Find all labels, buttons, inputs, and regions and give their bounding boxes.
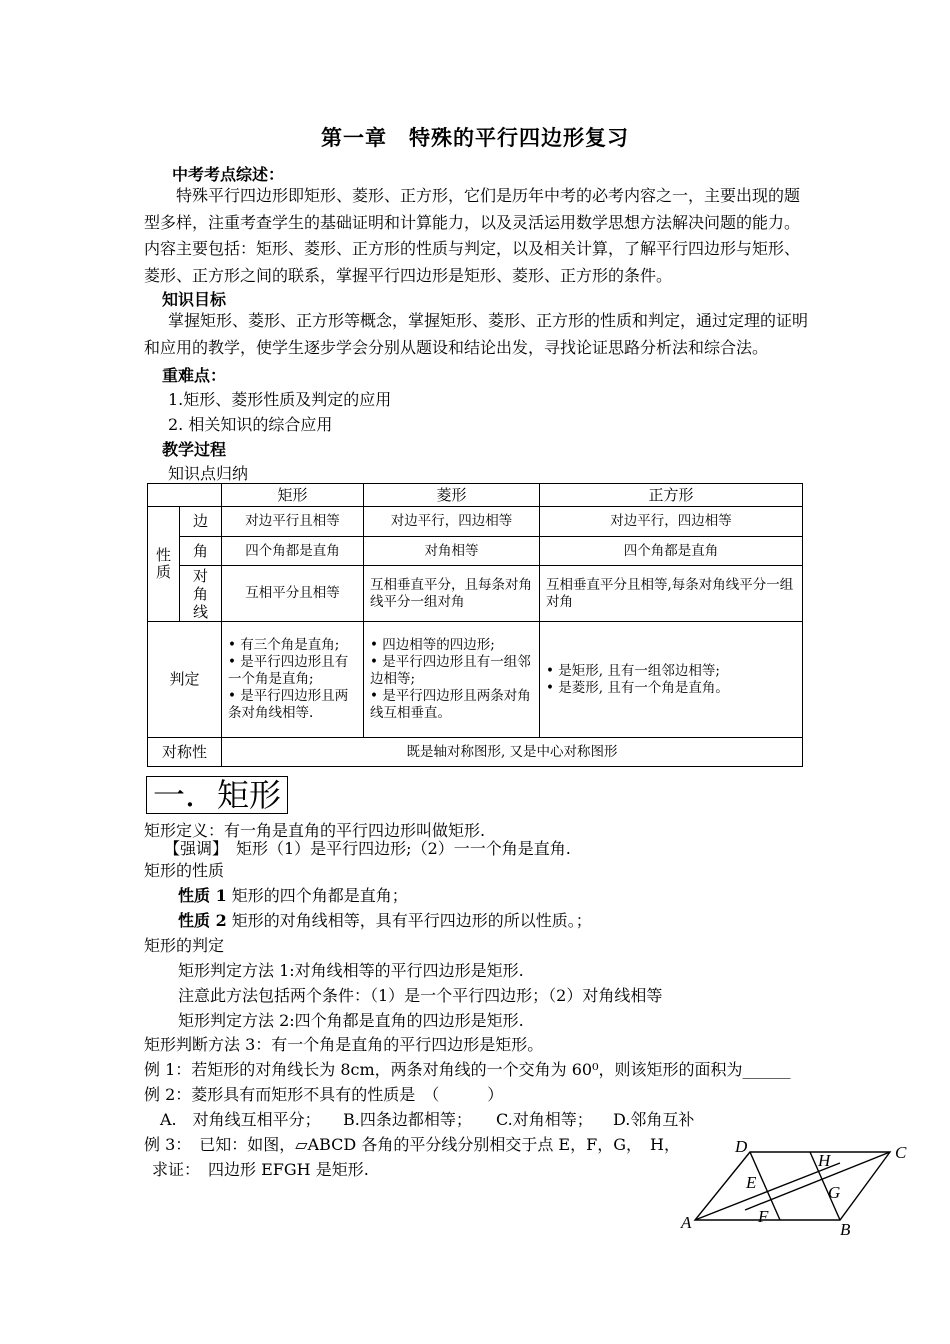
page-title: 第一章 特殊的平行四边形复习 — [321, 125, 629, 150]
process-heading: 教学过程 — [162, 440, 227, 459]
judge-rhombus — [364, 622, 540, 738]
parallelogram-abcd — [695, 1152, 890, 1220]
judge-heading: 矩形的判定 — [144, 936, 225, 955]
header-rhombus: 菱形 — [364, 484, 540, 507]
property-1-text: 矩形的四个角都是直角； — [226, 886, 408, 905]
example-3: 例 3： 已知：如图，▱ABCD 各角的平分线分别相交于点 E，F，G， H， — [144, 1135, 680, 1154]
row-label-diagonal: 对角线 — [180, 566, 222, 622]
parallelogram-figure — [680, 1132, 920, 1236]
label-d: D — [735, 1137, 748, 1156]
row-label-side: 边 — [180, 507, 222, 537]
overview-text: 特殊平行四边形即矩形、菱形、正方形，它们是历年中考的必考内容之一，主要出现的题型多样，注重考查学生的基础证明和计算能力，以及灵活运用数学思想方法解决问题的能力。内容主要包括：矩形、菱形、正方形的性质与判定，以及相关计算，了解平行四边形与矩形、菱形、正方形之间的联系，掌握平行四边形是矩形、菱形、正方形的条件。 — [144, 186, 801, 285]
judge-item: • 是平行四边形且有一组邻边相等; — [370, 654, 531, 687]
example-3-prove: 求证： 四边形 EFGH 是矩形. — [152, 1160, 369, 1179]
judge-square — [540, 622, 803, 738]
example-1: 例 1：若矩形的对角线长为 8cm，两条对角线的一个交角为 60⁰，则该矩形的面积为______ — [144, 1060, 791, 1079]
judge-item: • 是平行四边形且两条对角线相等. — [228, 688, 349, 721]
cell: 对角相等 — [364, 537, 540, 566]
goals-text: 掌握矩形、菱形、正方形等概念，掌握矩形、菱形、正方形的性质和判定，通过定理的证明和应用的教学，使学生逐步学会分别从题设和结论出发，寻找论证思路分析法和综合法。 — [144, 311, 809, 357]
header-rectangle: 矩形 — [222, 484, 364, 507]
cell: 互相垂直平分且相等,每条对角线平分一组对角 — [540, 566, 803, 622]
judge-method-3: 矩形判断方法 3：有一个角是直角的平行四边形是矩形。 — [144, 1035, 544, 1054]
option-b: B.四条边都相等； — [343, 1110, 472, 1129]
judge-item: • 是平行四边形且有一个角是直角; — [228, 654, 349, 687]
option-a: A. 对角线互相平分； — [160, 1110, 321, 1129]
knowledge-table — [147, 483, 803, 767]
process-subheading: 知识点归纳 — [168, 464, 249, 483]
judge-label: 判定 — [148, 622, 222, 738]
rect-definition: 矩形定义：有一角是直角的平行四边形叫做矩形. — [144, 821, 486, 840]
props-heading: 矩形的性质 — [144, 861, 225, 880]
goals-heading: 知识目标 — [162, 290, 227, 309]
label-e: E — [746, 1173, 757, 1192]
property-2 — [178, 908, 592, 931]
section-heading: 一．矩形 — [146, 776, 288, 814]
key-points-heading: 重难点： — [162, 366, 227, 385]
overview-heading: 中考考点综述： — [172, 165, 285, 184]
cell: 对边平行，四边相等 — [540, 507, 803, 537]
header-square: 正方形 — [540, 484, 803, 507]
label-f: F — [758, 1207, 769, 1226]
key-point-2: 2. 相关知识的综合应用 — [168, 415, 333, 434]
property-2-label: 性质 2 — [178, 911, 227, 930]
cell: 对边平行且相等 — [222, 507, 364, 537]
judge-item: • 是平行四边形且两条对角线互相垂直。 — [370, 688, 531, 721]
judge-item: • 是菱形, 且有一个角是直角。 — [546, 679, 729, 696]
judge-method-1: 矩形判定方法 1:对角线相等的平行四边形是矩形. — [178, 961, 524, 980]
example-2: 例 2：菱形具有而矩形不具有的性质是 （ ） — [144, 1085, 504, 1104]
symmetry-value: 既是轴对称图形, 又是中心对称图形 — [222, 738, 803, 767]
cell: 四个角都是直角 — [540, 537, 803, 566]
label-h: H — [818, 1151, 831, 1170]
property-1 — [178, 883, 408, 906]
rect-emphasis: 【强调】 矩形（1）是平行四边形;（2）一一个角是直角. — [164, 839, 571, 858]
judge-method-2: 矩形判定方法 2:四个角都是直角的四边形是矩形. — [178, 1011, 524, 1030]
label-a: A — [681, 1213, 692, 1232]
symmetry-label: 对称性 — [148, 738, 222, 767]
row-label-angle: 角 — [180, 537, 222, 566]
cell: 对边平行，四边相等 — [364, 507, 540, 537]
table-corner — [148, 484, 222, 507]
cell: 互相平分且相等 — [222, 566, 364, 622]
judge-rectangle — [222, 622, 364, 738]
label-b: B — [840, 1220, 851, 1236]
cell: 四个角都是直角 — [222, 537, 364, 566]
property-2-text: 矩形的对角线相等，具有平行四边形的所以性质。； — [226, 911, 592, 930]
label-g: G — [828, 1183, 841, 1202]
key-point-1: 1.矩形、菱形性质及判定的应用 — [168, 390, 392, 409]
property-label: 性质 — [148, 507, 180, 622]
label-c: C — [895, 1143, 907, 1162]
judge-item: • 有三个角是直角; — [228, 637, 340, 653]
cell: 互相垂直平分，且每条对角线平分一组对角 — [364, 566, 540, 622]
judge-item: • 是矩形, 且有一组邻边相等; — [546, 662, 720, 679]
property-1-label: 性质 1 — [178, 886, 227, 905]
judge-method-1-note: 注意此方法包括两个条件：（1）是一个平行四边形；（2）对角线相等 — [178, 986, 663, 1005]
judge-item: • 四边相等的四边形; — [370, 637, 495, 653]
option-d: D.邻角互补 — [613, 1110, 695, 1129]
option-c: C.对角相等； — [496, 1110, 593, 1129]
